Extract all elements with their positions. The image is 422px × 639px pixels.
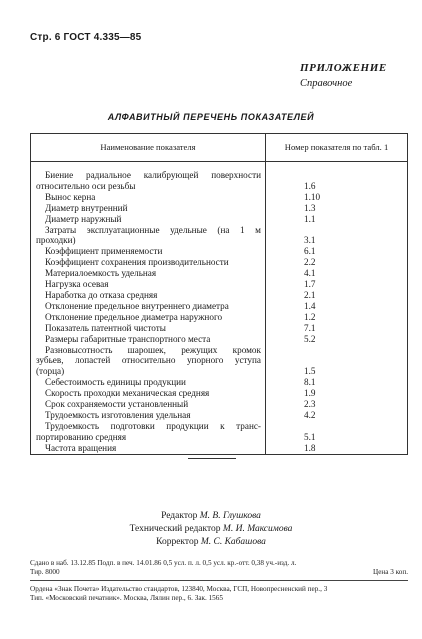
credit-editor-name: М. В. Глушкова	[199, 511, 261, 521]
indicator-number: 1.4	[304, 300, 316, 311]
indicator-name-line: Диаметр наружный	[45, 213, 122, 224]
credit-tech-editor	[0, 523, 422, 536]
table-row	[31, 257, 407, 268]
indicator-name	[31, 345, 265, 378]
indicator-name-line: Коэффициент сохранения производительности	[45, 257, 229, 268]
table-row	[31, 312, 407, 323]
indicator-name-line: Частота вращения	[45, 442, 117, 453]
indicator-number: 1.7	[304, 279, 316, 290]
column-header-number: Номер показателя по табл. 1	[284, 142, 389, 152]
table-row	[31, 225, 407, 247]
indicator-name-line: Наработка до отказа средняя	[45, 289, 158, 300]
indicator-number: 8.1	[304, 377, 316, 388]
indicator-number: 1.5	[304, 366, 316, 377]
indicator-name	[31, 399, 265, 410]
indicator-number-cell	[265, 443, 407, 454]
credit-editor-role: Редактор	[161, 511, 198, 521]
publisher-line-1: Ордена «Знак Почета» Издательство стандартов, 123840, Москва, ГСП, Новопресненский пер., 3	[30, 585, 328, 593]
indicator-name	[31, 257, 265, 268]
credit-tech-editor-role: Технический редактор	[129, 524, 221, 534]
indicator-name-line: Материалоемкость удельная	[45, 268, 157, 279]
indicator-number-cell	[265, 312, 407, 323]
separator-rule	[188, 458, 236, 459]
indicator-name-line: Затраты эксплуатационные удельные (на 1 м	[45, 224, 261, 235]
indicator-number-cell	[265, 246, 407, 257]
indicator-number-cell	[265, 170, 407, 192]
indicator-number: 1.2	[304, 311, 316, 322]
indicator-number-cell	[265, 203, 407, 214]
indicator-number: 6.1	[304, 246, 316, 257]
indicator-name	[31, 388, 265, 399]
table-row	[31, 421, 407, 443]
indicator-name	[31, 214, 265, 225]
indicator-name	[31, 334, 265, 345]
table-row	[31, 192, 407, 203]
indicator-name-line: Трудоемкость изготовления удельная	[45, 409, 191, 420]
table-row	[31, 443, 407, 454]
table-row	[31, 279, 407, 290]
indicator-number: 3.1	[304, 235, 316, 246]
indicator-name-line: Себестоимость единицы продукции	[45, 377, 186, 388]
indicator-name-line: Нагрузка осевая	[45, 279, 109, 290]
imprint-print-run: Тир. 8000	[30, 568, 60, 577]
credits-block	[0, 510, 422, 549]
publisher-line-2: Тип. «Московский печатник». Москва, Лялин пер., 6. Зак. 1565	[30, 594, 223, 603]
page-header: Стр. 6 ГОСТ 4.335—85	[30, 32, 142, 43]
imprint-rule	[30, 580, 408, 581]
indicator-number: 1.1	[304, 213, 316, 224]
table-body	[31, 170, 407, 454]
indicator-name-line: Коэффициент применяемости	[45, 246, 163, 257]
table-row	[31, 323, 407, 334]
indicator-number: 1.3	[304, 202, 316, 213]
indicator-name	[31, 290, 265, 301]
imprint-price: Цена 3 коп.	[373, 568, 408, 577]
indicator-number: 1.10	[304, 191, 321, 202]
indicator-number: 1.9	[304, 388, 316, 399]
table-row	[31, 203, 407, 214]
indicator-name	[31, 421, 265, 443]
indicator-number-cell	[265, 225, 407, 247]
publisher-block	[30, 585, 408, 603]
column-header-name: Наименование показателя	[100, 142, 196, 152]
table-row	[31, 301, 407, 312]
indicator-name-line: Биение радиальное калибрующей поверхности	[45, 170, 261, 180]
indicator-number-cell	[265, 301, 407, 312]
indicator-name	[31, 301, 265, 312]
indicator-name-line: относительно оси резьбы	[36, 180, 136, 191]
indicator-name-line: портированию средняя	[36, 431, 127, 442]
table-row	[31, 214, 407, 225]
indicator-name-line: Разновысотность шарошек, режущих кромок	[45, 344, 261, 355]
indicator-name	[31, 377, 265, 388]
indicator-name	[31, 192, 265, 203]
indicator-number-cell	[265, 323, 407, 334]
indicator-name-line: Диаметр внутренний	[45, 202, 128, 213]
credit-editor	[0, 510, 422, 523]
indicator-name-line: Размеры габаритные транспортного места	[45, 333, 211, 344]
indicator-number-cell	[265, 290, 407, 301]
indicator-number-cell	[265, 268, 407, 279]
indicator-number-cell	[265, 421, 407, 443]
indicator-name-line: Трудоемкость подготовки продукции к транс-	[45, 420, 261, 431]
indicator-number-cell	[265, 214, 407, 225]
indicator-number: 2.2	[304, 257, 316, 268]
indicator-number: 4.1	[304, 268, 316, 279]
table-header-row	[31, 134, 407, 162]
indicator-name	[31, 203, 265, 214]
table-row	[31, 377, 407, 388]
indicator-number: 2.1	[304, 289, 316, 300]
indicator-number: 7.1	[304, 322, 316, 333]
indicators-table	[30, 133, 408, 455]
indicator-number-cell	[265, 388, 407, 399]
indicator-name	[31, 443, 265, 454]
table-row	[31, 334, 407, 345]
indicator-number-cell	[265, 399, 407, 410]
indicator-name-line: проходки)	[36, 235, 76, 246]
indicator-number: 5.1	[304, 431, 316, 442]
credit-corrector-name: М. С. Кабашова	[200, 537, 266, 547]
indicator-name-line: Срок сохраняемости установленный	[45, 399, 189, 410]
table-row	[31, 399, 407, 410]
indicator-name-line: Отклонение предельное диаметра наружного	[45, 311, 223, 322]
indicator-name-line: Показатель патентной чистоты	[45, 322, 166, 333]
indicator-name	[31, 246, 265, 257]
table-row	[31, 345, 407, 378]
table-row	[31, 388, 407, 399]
indicator-number-cell	[265, 410, 407, 421]
indicator-name-line: (торца)	[36, 366, 65, 377]
appendix-subtitle: Справочное	[300, 78, 353, 89]
credit-corrector-role: Корректор	[156, 537, 199, 547]
table-row	[31, 170, 407, 192]
indicator-number-cell	[265, 345, 407, 378]
imprint-line-1: Сдано в наб. 13.12.85 Подп. в печ. 14.01.86 0,5 усл. п. л. 0,5 усл. кр.-отт. 0,38 уч.-изд. л.	[30, 559, 297, 567]
indicator-name	[31, 410, 265, 421]
indicator-name	[31, 268, 265, 279]
appendix-title: ПРИЛОЖЕНИЕ	[300, 62, 387, 74]
indicator-name-line: Отклонение предельное внутреннего диаметра	[45, 300, 229, 311]
indicator-number: 2.3	[304, 399, 316, 410]
indicator-number: 4.2	[304, 409, 316, 420]
indicator-name-line: зубьев, лопастей относительно упорного уступа	[36, 355, 261, 366]
indicator-name-line: Скорость проходки механическая средняя	[45, 388, 210, 399]
table-row	[31, 246, 407, 257]
credit-corrector	[0, 536, 422, 549]
table-row	[31, 410, 407, 421]
indicator-name	[31, 323, 265, 334]
credit-tech-editor-name: М. И. Максимова	[222, 524, 293, 534]
indicator-number: 5.2	[304, 333, 316, 344]
imprint-block	[30, 559, 408, 577]
document-title: АЛФАВИТНЫЙ ПЕРЕЧЕНЬ ПОКАЗАТЕЛЕЙ	[107, 112, 315, 122]
indicator-number: 1.6	[304, 180, 316, 191]
indicator-number: 1.8	[304, 442, 316, 453]
indicator-number-cell	[265, 377, 407, 388]
indicator-number-cell	[265, 192, 407, 203]
indicator-name	[31, 312, 265, 323]
table-row	[31, 290, 407, 301]
indicator-name-line: Вынос керна	[45, 191, 96, 202]
indicator-number-cell	[265, 334, 407, 345]
appendix-block	[300, 62, 400, 89]
indicator-name	[31, 170, 265, 192]
indicator-name	[31, 225, 265, 247]
indicator-number-cell	[265, 257, 407, 268]
indicator-name	[31, 279, 265, 290]
table-row	[31, 268, 407, 279]
indicator-number-cell	[265, 279, 407, 290]
